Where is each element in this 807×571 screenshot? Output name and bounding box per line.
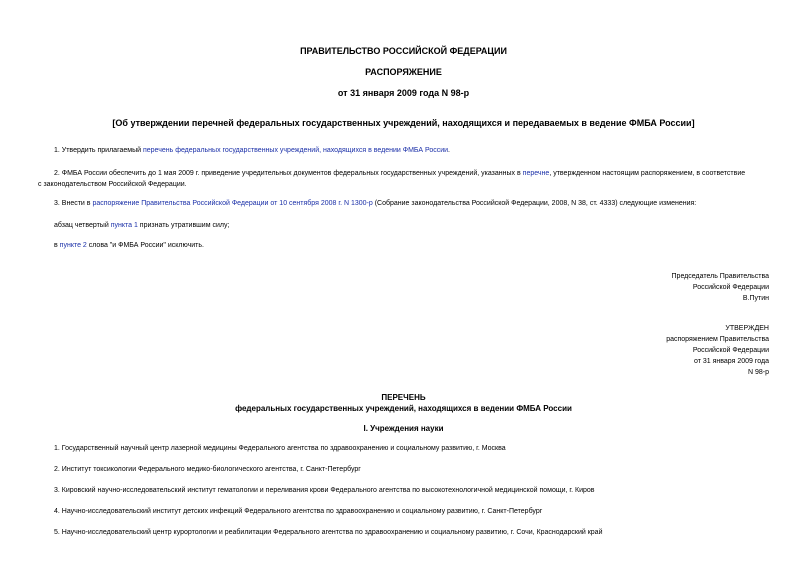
list-subheading: федеральных государственных учреждений, находящихся в ведении ФМБА России (235, 404, 572, 413)
signature-block: Председатель Правительства Российской Федерации В.Путин (671, 273, 769, 302)
list-item: 3. Кировский научно-исследовательский институт гематологии и переливания крови Федерального агентства по высокотехнологичной медицинской помощи, г. Киров (54, 487, 595, 494)
list-heading: ПЕРЕЧЕНЬ (381, 393, 426, 402)
list-item: 5. Научно-исследовательский центр курортологии и реабилитации Федерального агентства по здравоохранению и социальному развитию, г. Сочи, Краснодарский край (54, 529, 603, 536)
paragraph-2: 2. ФМБА России обеспечить до 1 мая 2009 г. приведение учредительных документов федеральных государственных учреждений, указанных в перечне, утвержденном настоящим распоряжением, в соответствие (54, 170, 746, 177)
document-date-number: от 31 января 2009 года N 98-р (337, 88, 470, 98)
list-item: 1. Государственный научный центр лазерной медицины Федерального агентства по здравоохранению и социальному развитию, г. Москва (54, 445, 506, 452)
paragraph-1: 1. Утвердить прилагаемый перечень федеральных государственных учреждений, находящихся в ведении ФМБА России. (54, 147, 450, 154)
paragraph-2-cont: с законодательством Российской Федерации. (38, 181, 187, 188)
document-type: РАСПОРЯЖЕНИЕ (365, 67, 442, 77)
section-heading: I. Учреждения науки (363, 424, 444, 433)
list-item: 2. Институт токсикологии Федерального медико-биологического агентства, г. Санкт-Петербург (54, 466, 361, 473)
link-order-1300[interactable]: распоряжение Правительства Российской Федерации от 10 сентября 2008 г. N 1300-р (92, 200, 373, 207)
approval-block: УТВЕРЖДЕН распоряжением Правительства Российской Федерации от 31 января 2009 года N 98-р (666, 325, 769, 376)
paragraph-5: в пункте 2 слова "и ФМБА России" исключить. (54, 242, 204, 249)
document-title: [Об утверждении перечней федеральных государственных учреждений, находящихся и передаваемых в ведение ФМБА России] (112, 118, 695, 128)
link-item-1[interactable]: пункта 1 (110, 222, 138, 229)
paragraph-3: 3. Внести в распоряжение Правительства Российской Федерации от 10 сентября 2008 г. N 1300-р (Собрание законодательства Российской Федерации, 2008, N 38, ст. 4333) следующие изменения: (54, 200, 697, 207)
link-list-of-institutions[interactable]: перечень федеральных государственных учреждений, находящихся в ведении ФМБА России (142, 147, 449, 154)
link-perechne[interactable]: перечне (522, 170, 550, 177)
link-item-2[interactable]: пункте 2 (59, 242, 87, 249)
list-item: 4. Научно-исследовательский институт детских инфекций Федерального агентства по здравоохранению и социальному развитию, г. Санкт-Петербург (54, 508, 543, 515)
government-heading: ПРАВИТЕЛЬСТВО РОССИЙСКОЙ ФЕДЕРАЦИИ (300, 46, 507, 56)
paragraph-4: абзац четвертый пункта 1 признать утратившим силу; (54, 222, 230, 229)
